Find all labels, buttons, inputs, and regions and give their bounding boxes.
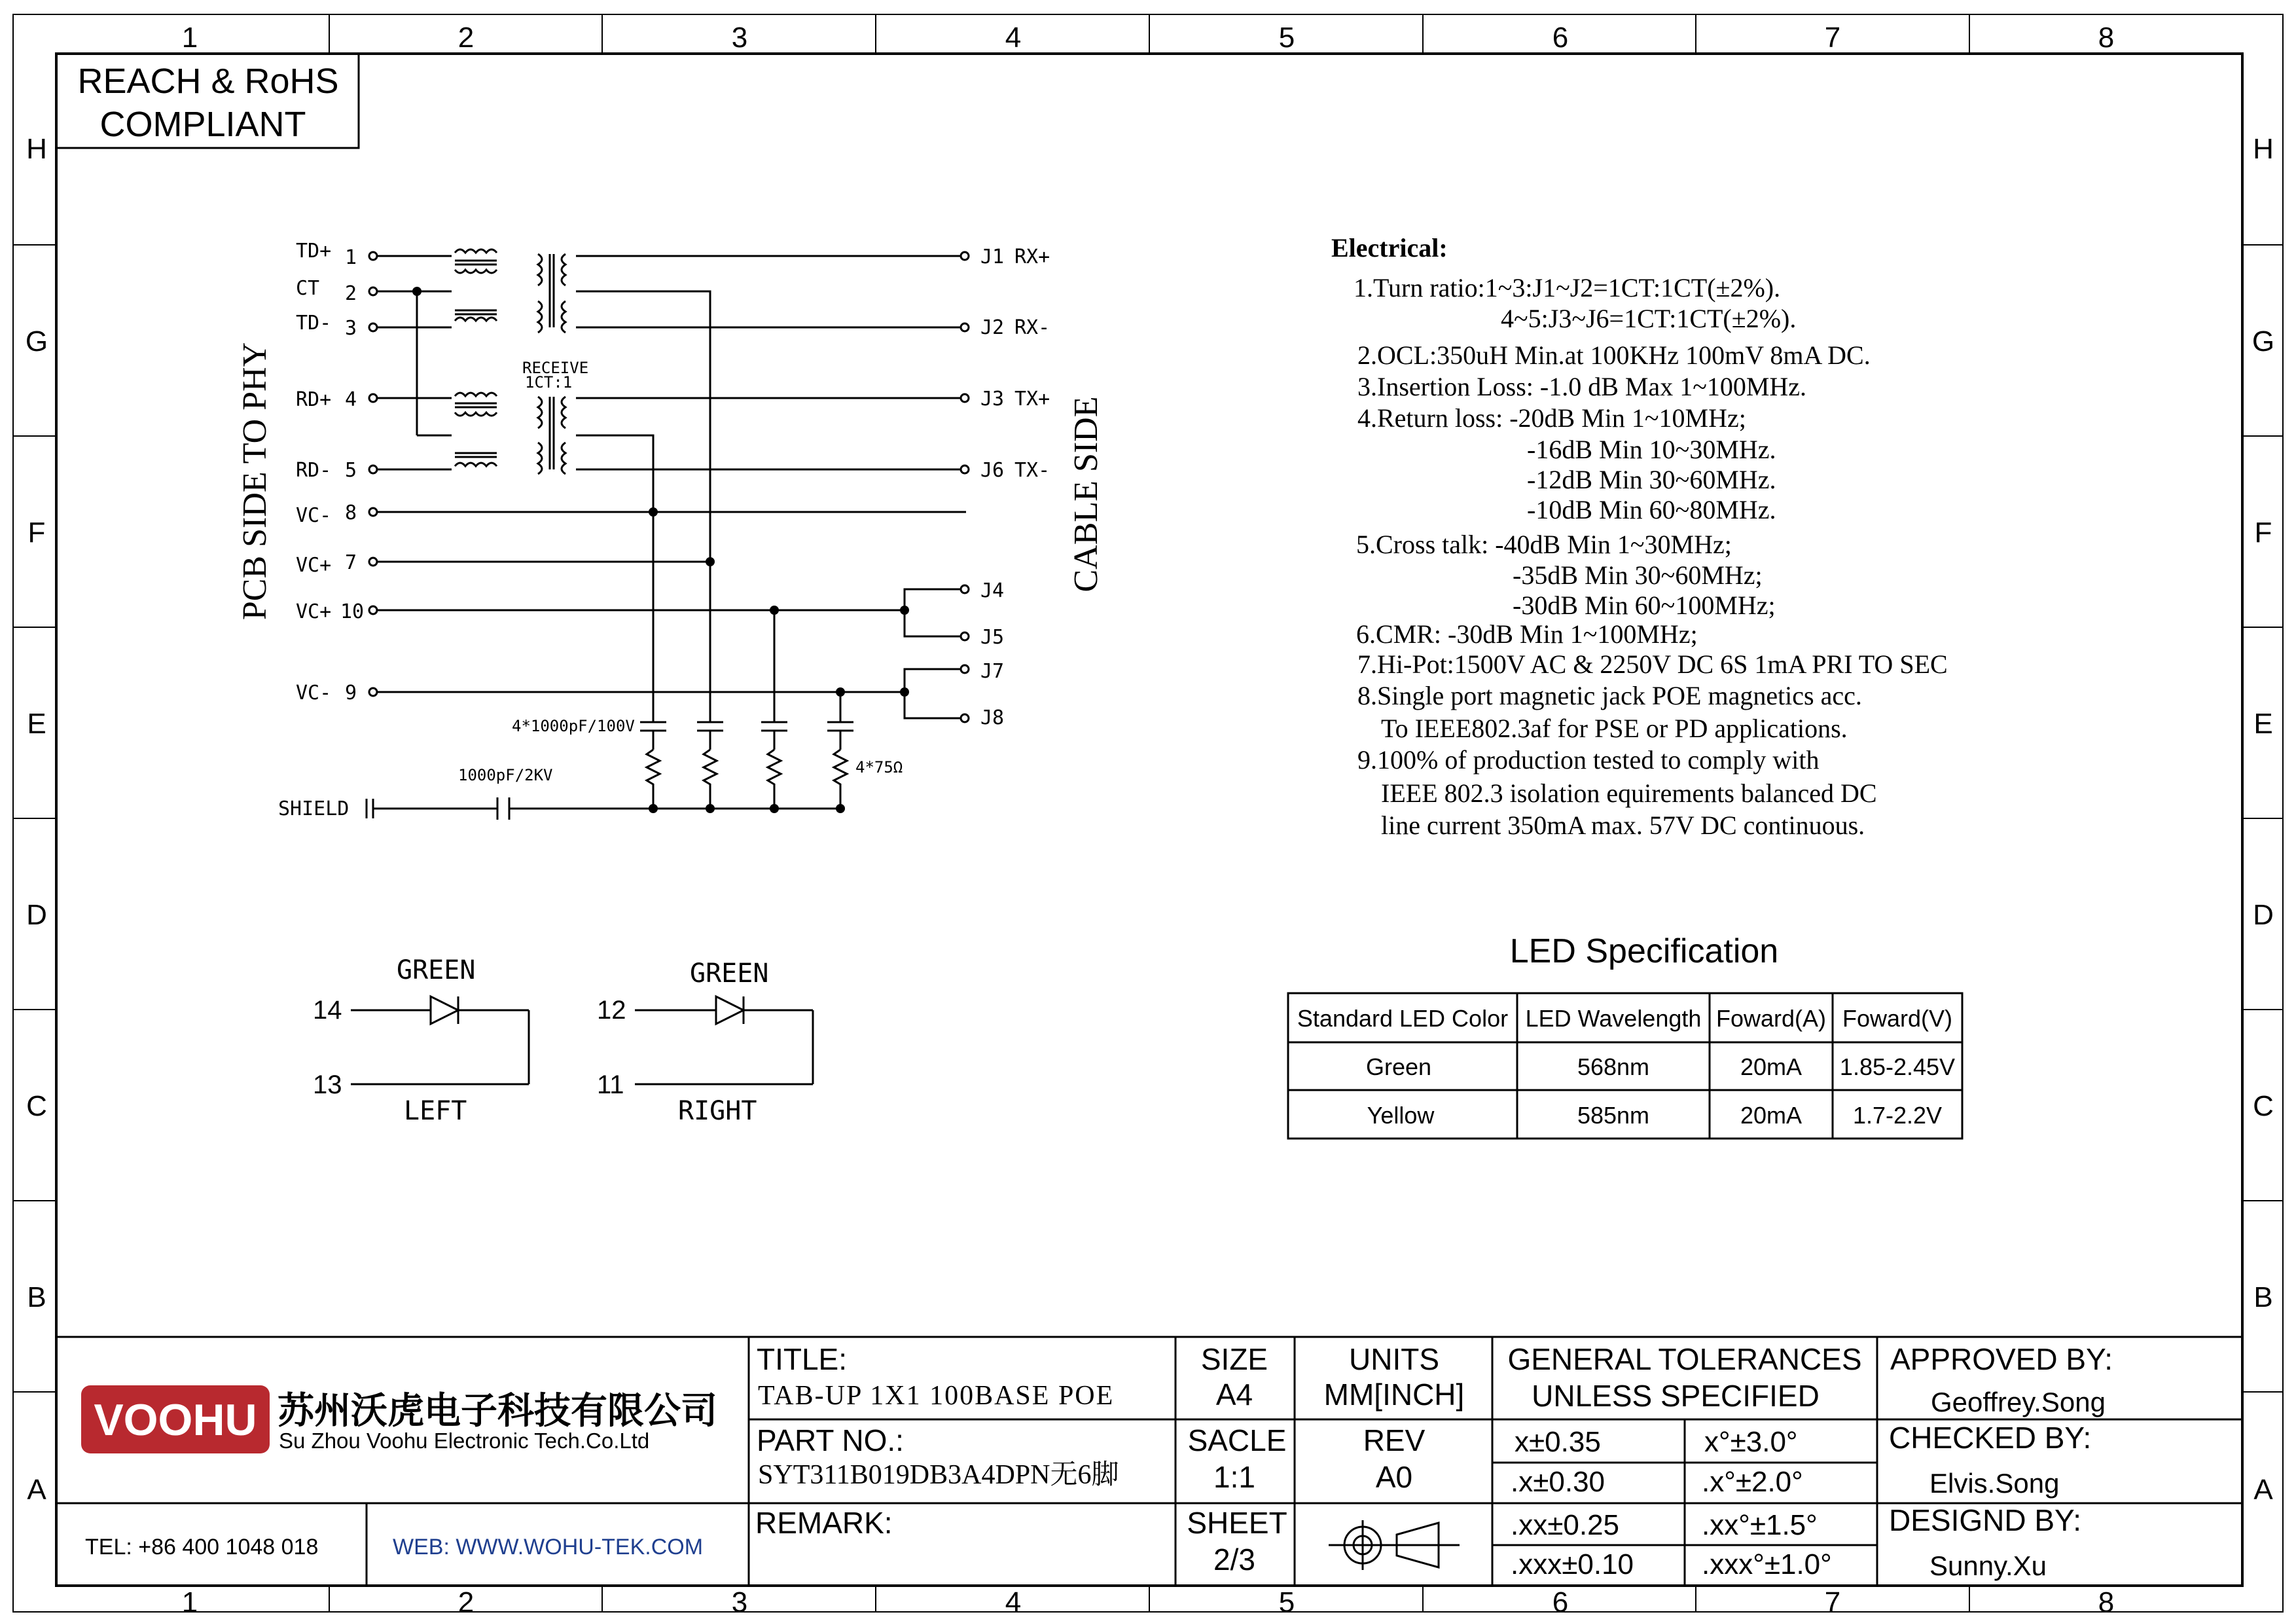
zone-col-top-8: 8 [2098,22,2115,54]
zone-row-left-A: A [27,1474,46,1506]
shield-label: SHIELD [278,797,350,820]
electrical-line: 2.OCL:350uH Min.at 100KHz 100mV 8mA DC. [1357,340,1871,370]
sheet-value: 2/3 [1213,1542,1255,1577]
checked-label: CHECKED BY: [1889,1421,2092,1455]
remark-label: REMARK: [755,1506,893,1540]
pin-circles [369,252,969,722]
approved-label: APPROVED BY: [1890,1342,2113,1376]
electrical-line: -12dB Min 30~60MHz. [1527,465,1776,494]
title-value: TAB-UP 1X1 100BASE POE [758,1381,1115,1411]
led-table-cell: 585nm [1577,1102,1650,1129]
tolerance-angular: .xxx°±1.0° [1702,1548,1832,1580]
electrical-line: 5.Cross talk: -40dB Min 1~30MHz; [1356,530,1732,559]
jack-pin-j6: J6 [980,459,1005,482]
zone-col-bottom-2: 2 [457,1586,475,1618]
jack-name-tx-minus: TX- [1014,459,1050,482]
jack-pin-j2: J2 [980,316,1005,339]
led-table-cell: Green [1365,1053,1432,1080]
compliance-line2: COMPLIANT [99,105,306,144]
cable-side-label: CABLE SIDE [1067,396,1105,593]
tel: TEL: +86 400 1048 018 [85,1535,319,1559]
compliance-box [56,54,359,148]
size-label: SIZE [1200,1342,1268,1376]
schematic-wires [367,256,966,820]
zone-col-bottom-5: 5 [1278,1586,1295,1618]
jack-name-rx-minus: RX- [1014,316,1050,339]
pin-num-8: 8 [345,501,357,524]
pin-name-vc-minus-8: VC- [296,504,332,527]
zone-col-top-1: 1 [181,22,198,54]
zone-col-top-4: 4 [1005,22,1022,54]
jack-name-tx-plus: TX+ [1014,388,1050,410]
led-left [351,996,529,1084]
zone-col-bottom-1: 1 [181,1586,198,1618]
tolerance-angular: .xx°±1.5° [1702,1509,1818,1541]
electrical-line: 4.Return loss: -20dB Min 1~10MHz; [1357,403,1746,433]
zone-row-left-D: D [26,899,47,931]
electrical-line: IEEE 802.3 isolation equirements balanced DC [1381,778,1877,808]
tolerance-angular: x°±3.0° [1704,1426,1798,1458]
electrical-line: 1.Turn ratio:1~3:J1~J2=1CT:1CT(±2%). [1354,273,1781,302]
scale-value: 1:1 [1213,1460,1255,1494]
zone-col-bottom-7: 7 [1824,1586,1841,1618]
led-table-cell: Yellow [1367,1102,1435,1129]
pin-name-rd-plus: RD+ [296,388,332,411]
zone-col-bottom-8: 8 [2098,1586,2115,1618]
receive-label: RECEIVE [522,359,589,377]
electrical-line: 7.Hi-Pot:1500V AC & 2250V DC 6S 1mA PRI TO SEC [1357,649,1948,679]
electrical-heading: Electrical: [1331,233,1448,263]
zone-row-right-F: F [2254,517,2272,549]
voohu-logo [81,1385,270,1453]
zone-col-bottom-3: 3 [731,1586,748,1618]
company-name-en: Su Zhou Voohu Electronic Tech.Co.Ltd [279,1429,650,1453]
led-right-side: RIGHT [678,1096,757,1126]
led-table-cell: 20mA [1740,1102,1803,1129]
jack-pin-j7: J7 [980,660,1005,683]
electrical-line: -35dB Min 30~60MHz; [1513,560,1763,590]
led-left-pin-b: 13 [313,1070,342,1099]
pin-name-rd-minus: RD- [296,459,332,482]
units-value: MM[INCH] [1323,1377,1465,1412]
pin-num-7: 7 [345,551,357,574]
led-right [635,996,813,1084]
pin-num-4: 4 [345,388,357,411]
electrical-line: 9.100% of production tested to comply with [1357,745,1820,775]
pin-num-3: 3 [345,317,357,340]
units-label: UNITS [1349,1342,1439,1376]
led-right-pin-b: 11 [597,1070,624,1099]
led-table-header: LED Wavelength [1525,1005,1702,1032]
electrical-line: 6.CMR: -30dB Min 1~100MHz; [1356,619,1698,649]
company-name-cn: 苏州沃虎电子科技有限公司 [278,1390,717,1431]
zone-row-right-D: D [2253,899,2274,931]
zone-row-right-C: C [2253,1090,2274,1122]
led-right-color: GREEN [690,958,769,989]
electrical-line: To IEEE802.3af for PSE or PD applications. [1381,714,1848,743]
led-left-color: GREEN [397,955,476,985]
jack-pin-j1: J1 [980,246,1005,268]
zone-row-left-B: B [27,1281,46,1313]
jack-pin-j4: J4 [980,579,1005,602]
zone-col-top-2: 2 [457,22,475,54]
electrical-notes [1331,233,1948,840]
zone-row-right-H: H [2253,133,2274,165]
zone-col-top-3: 3 [731,22,748,54]
led-right-pin-a: 12 [597,996,626,1025]
pin-num-9: 9 [345,682,357,704]
res-note: 4*75Ω [855,758,903,776]
electrical-line: 8.Single port magnetic jack POE magnetics acc. [1357,681,1862,710]
jack-name-rx-plus: RX+ [1014,246,1050,268]
zone-col-top-7: 7 [1824,22,1841,54]
electrical-line: -30dB Min 60~100MHz; [1513,591,1776,620]
zone-col-bottom-4: 4 [1005,1586,1022,1618]
jack-pin-j8: J8 [980,706,1005,729]
zone-row-left-E: E [27,708,46,740]
zone-row-right-G: G [2251,325,2275,357]
projection-symbol-icon [1329,1520,1460,1570]
pin-num-10: 10 [340,600,365,623]
tolerance-angular: .x°±2.0° [1702,1466,1803,1498]
zone-row-right-B: B [2253,1281,2273,1313]
pin-name-vc-plus-7: VC+ [296,554,332,577]
part-label: PART NO.: [757,1423,904,1457]
designed-value: Sunny.Xu [1929,1550,2047,1581]
junction-dots [412,287,909,813]
zone-col-bottom-6: 6 [1552,1586,1569,1618]
cap-note: 4*1000pF/100V [512,717,635,735]
pin-num-2: 2 [345,282,357,305]
led-table-header: Foward(A) [1715,1005,1827,1032]
electrical-line: 4~5:J3~J6=1CT:1CT(±2%). [1501,304,1797,333]
size-value: A4 [1215,1377,1253,1412]
zone-row-left-G: G [25,325,48,357]
schematic [236,240,1105,820]
jack-pin-j3: J3 [980,388,1005,410]
zone-row-left-H: H [26,133,47,165]
jack-pin-j5: J5 [980,626,1005,649]
tolerance-linear: .x±0.30 [1511,1466,1605,1498]
voohu-logo-text: VOOHU [94,1395,257,1445]
tolerance-linear: .xx±0.25 [1511,1509,1620,1541]
led-table-cell: 568nm [1577,1053,1650,1080]
zone-row-right-A: A [2253,1474,2273,1506]
led-left-pin-a: 14 [313,996,342,1025]
electrical-line: line current 350mA max. 57V DC continuous. [1381,811,1865,840]
led-table-header: Standard LED Color [1297,1005,1509,1032]
pin-name-vc-plus-10: VC+ [296,600,332,623]
title-label: TITLE: [757,1342,848,1376]
electrical-line: 3.Insertion Loss: -1.0 dB Max 1~100MHz. [1357,372,1807,401]
checked-value: Elvis.Song [1929,1468,2060,1499]
led-spec-title: LED Specification [1509,932,1779,970]
receive-ratio-label: 1CT:1 [525,373,573,392]
pin-name-ct: CT [296,277,320,300]
rev-label: REV [1363,1423,1426,1457]
approved-value: Geoffrey.Song [1931,1387,2106,1417]
pin-num-1: 1 [345,246,357,269]
electrical-line: -16dB Min 10~30MHz. [1527,435,1776,464]
pin-name-vc-minus-9: VC- [296,682,332,704]
scale-label: SACLE [1187,1423,1287,1457]
pin-name-td-minus: TD- [296,312,332,335]
web: WEB: WWW.WOHU-TEK.COM [393,1535,704,1559]
designed-label: DESIGND BY: [1889,1503,2081,1537]
shield-cap-note: 1000pF/2KV [458,766,553,784]
electrical-line: -10dB Min 60~80MHz. [1527,495,1776,524]
tolerance-linear: .xxx±0.10 [1511,1548,1634,1580]
tolerance-title-2: UNLESS SPECIFIED [1532,1379,1820,1413]
pin-num-5: 5 [345,459,357,482]
pin-name-td-plus: TD+ [296,240,332,263]
led-table-cell: 1.7-2.2V [1852,1102,1943,1129]
part-number-value: SYT311B019DB3A4DPN无6脚 [758,1460,1119,1490]
led-table-cell: 20mA [1740,1053,1803,1080]
rev-value: A0 [1375,1460,1413,1494]
led-table-header: Foward(V) [1842,1005,1953,1032]
zone-row-left-F: F [27,517,46,549]
led-left-side: LEFT [404,1096,467,1126]
pcb-side-label: PCB SIDE TO PHY [236,342,274,621]
zone-row-right-E: E [2253,708,2273,740]
zone-col-top-6: 6 [1552,22,1569,54]
zone-col-top-5: 5 [1278,22,1295,54]
compliance-line1: REACH & RoHS [77,62,339,101]
zone-row-left-C: C [26,1090,47,1122]
sheet-label: SHEET [1187,1506,1287,1540]
led-table-cell: 1.85-2.45V [1839,1053,1956,1080]
tolerance-title-1: GENERAL TOLERANCES [1507,1342,1862,1376]
tolerance-linear: x±0.35 [1515,1426,1601,1458]
